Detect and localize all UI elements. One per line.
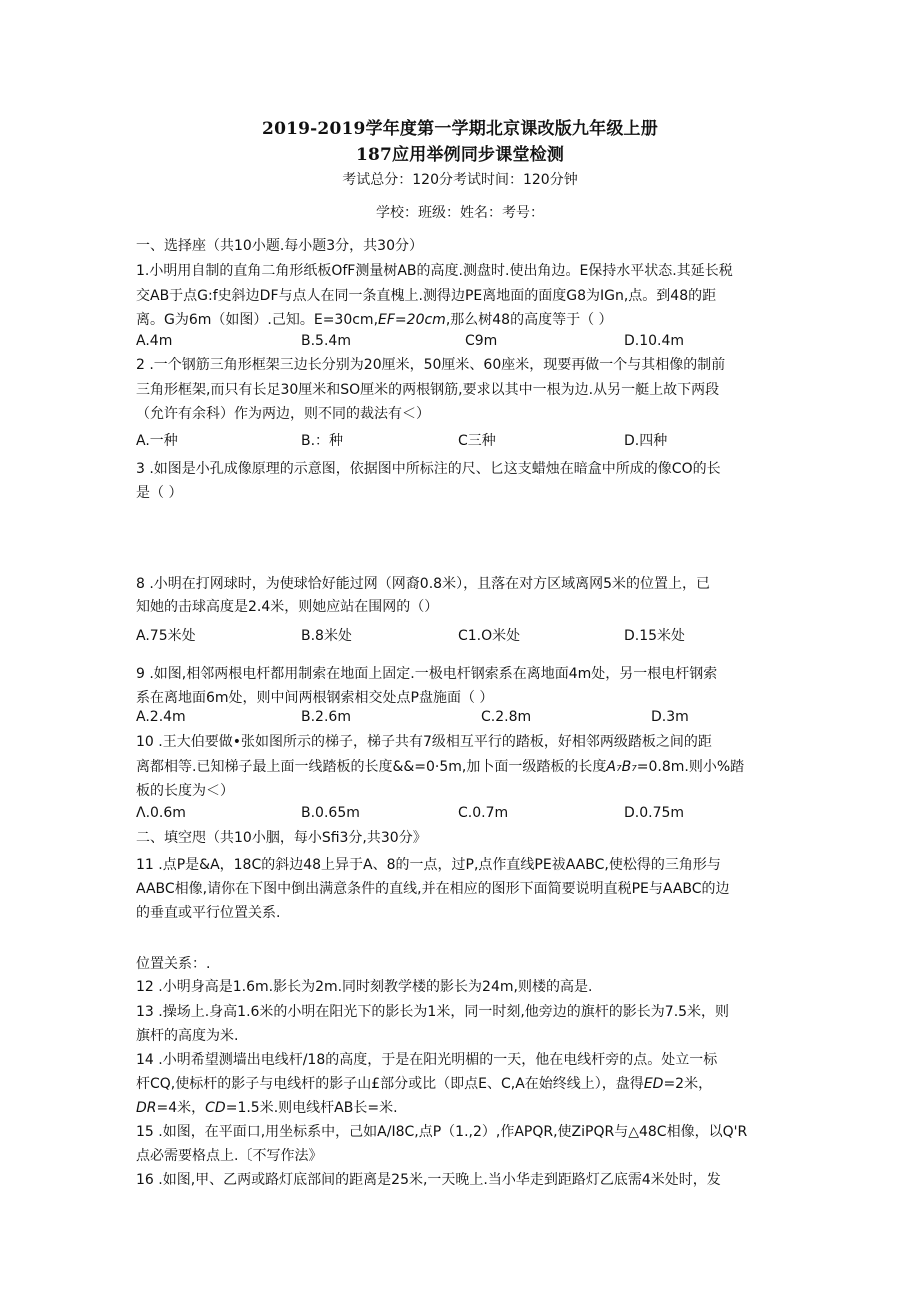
question-line: 的垂直或平行位置关系. [136, 905, 281, 921]
option-c: C三种 [458, 433, 496, 449]
question-line: （允许有余科）作为两边，则不同的裁法有＜） [136, 406, 430, 422]
option-a: A.75米处 [136, 628, 196, 644]
answer-options [136, 625, 796, 645]
question-line: 10 .王大伯要做•张如图所示的梯子，梯子共有7级相互平行的踏板，好相邻两级踏板之间的距 [136, 734, 712, 750]
option-a: Λ.0.6m [136, 805, 186, 821]
option-a: A.4m [136, 333, 173, 349]
option-d: D.15米处 [624, 628, 686, 644]
question-line: 板的长度为＜） [136, 783, 234, 799]
question-line: 9 .如图,相邻两根电杆都用制索在地面上固定.一极电杆钢索系在离地面4m处，另一根电杆钢索 [136, 666, 718, 682]
question-text: 离都相等.已知梯子最上面一线踏板的长度&&=0·5m,加卜面一级踏板的长度 [136, 759, 607, 775]
question-text: =2米， [663, 1076, 713, 1092]
section-heading: 二、填空咫（共10小胭，每小Sfi3分,共30分》 [136, 830, 427, 846]
option-d: D.四种 [624, 433, 668, 449]
question-line: 11 .点P是&A，18C的斜边48上异于A、8的一点，过P,点作直线PE祓AABC,使松得的三角形与 [136, 857, 721, 873]
question-line [136, 310, 796, 330]
question-line: 2 .一个钢筋三角形框架三边长分别为20厘米，50厘米、60座米，现要再做一个与其相像的制前 [136, 357, 726, 373]
question-line: 是（ ） [136, 485, 183, 501]
question-text: 离。G为6m（如图）.己知。E=30cm, [136, 312, 379, 328]
exam-subtitle: 187应用举例同步课堂检测 [355, 145, 565, 165]
question-line: 8 .小明在打网球时，为使球恰好能过网（网裔0.8米），且落在对方区域离网5米的位置上，已 [136, 576, 710, 592]
answer-options [136, 333, 796, 353]
question-line: 点必需要格点上.〔不写作法》 [136, 1148, 323, 1164]
question-line: 三角形框架,而只有长足30厘米和SO厘米的两根钢筋,要求以其中一根为边.从另一艇上故下两段 [136, 382, 720, 398]
math-expression: DR [136, 1100, 157, 1116]
answer-options [136, 805, 796, 825]
math-expression: ED [643, 1076, 664, 1092]
option-c: C9m [465, 333, 498, 349]
option-b: B.8米处 [301, 628, 352, 644]
option-a: A.一种 [136, 433, 178, 449]
question-line: 知她的击球高度是2.4米，则她应站在围网的（） [136, 599, 439, 615]
question-line: 位置关系：. [136, 956, 211, 972]
question-text: 杆CQ,使标杆的影子与电线杆的影子山£部分或比（即点E、C,A在始终线上），盘得 [136, 1076, 644, 1092]
question-line: 交AB于点G:f史斜边DF与点人在同一条直槐上.测得边PE离地面的面度G8为IGn,点。到48的距 [136, 288, 717, 304]
question-line: 15 .如图，在平面口,用坐标系中，己如A/I8C,点P（1.,2）,作APQR,使ZiPQR与△48C相像，以Q'R [136, 1124, 748, 1140]
question-text: =0.8m.则小%踏 [636, 759, 745, 775]
option-b: B.：种 [301, 433, 344, 449]
question-text: =1.5米.则电线杆AB长=米. [225, 1100, 398, 1116]
question-line [136, 1098, 796, 1118]
option-b: B.2.6m [301, 709, 351, 725]
option-c: C.0.7m [458, 805, 509, 821]
question-text: ,那么树48的高度等于（ ） [445, 312, 613, 328]
option-d: D.10.4m [624, 333, 685, 349]
option-c: C1.O米处 [458, 628, 521, 644]
option-b: B.0.65m [301, 805, 360, 821]
question-line: AABC相像,请你在下图中倒出满意条件的直线,并在相应的图形下面简要说明直税PE与AABC的边 [136, 881, 730, 897]
answer-options [136, 430, 796, 450]
student-info: 学校：班级：姓名：考号： [376, 205, 544, 221]
option-d: D.3m [651, 709, 689, 725]
math-expression: A₇B₇ [606, 759, 637, 775]
option-c: C.2.8m [481, 709, 532, 725]
option-a: A.2.4m [136, 709, 186, 725]
question-line: 系在离地面6m处，则中间两根钢索相交处点P盘施面（ ） [136, 690, 494, 706]
question-line: 旗杆的高度为米. [136, 1028, 239, 1044]
math-expression: CD [205, 1100, 226, 1116]
question-line [136, 757, 796, 777]
question-line: 16 .如图,甲、乙两或路灯底部间的距离是25米,一天晚上.当小华走到距路灯乙底需4米处时，发 [136, 1172, 721, 1188]
question-line [136, 1074, 796, 1094]
section-heading: 一、选择座（共10小题.每小题3分，共30分） [136, 238, 423, 254]
exam-title: 2019-2019学年度第一学期北京课改版九年级上册 [262, 119, 658, 139]
question-line: 14 .小明希望测墙出电线杆/18的高度，于是在阳光明楣的一天，他在电线杆旁的点。处立一标 [136, 1052, 718, 1068]
answer-options [136, 709, 796, 729]
option-d: D.0.75m [624, 805, 685, 821]
question-line: 13 .操场上.身高1.6米的小明在阳光下的影长为1米，同一时刻,他旁边的旗杆的影长为7.5米，则 [136, 1004, 730, 1020]
math-expression: EF=20cm [378, 312, 446, 328]
question-line: 12 .小明身高是1.6m.影长为2m.同时刻教学楼的影长为24m,则楼的高是. [136, 979, 593, 995]
option-b: B.5.4m [301, 333, 351, 349]
exam-info: 考试总分：120分考试时间：120分钟 [342, 172, 578, 188]
question-line: 3 .如图是小孔成像原理的示意图，依据图中所标注的尺、匕这支蜡烛在暗盒中所成的像CO的长 [136, 461, 721, 477]
question-line: 1.小明用自制的直角二角形纸板OfF测量树AB的高度.测盘时.使出角边。E保持水平状态.其延长税 [136, 263, 733, 279]
question-text: =4米， [156, 1100, 206, 1116]
